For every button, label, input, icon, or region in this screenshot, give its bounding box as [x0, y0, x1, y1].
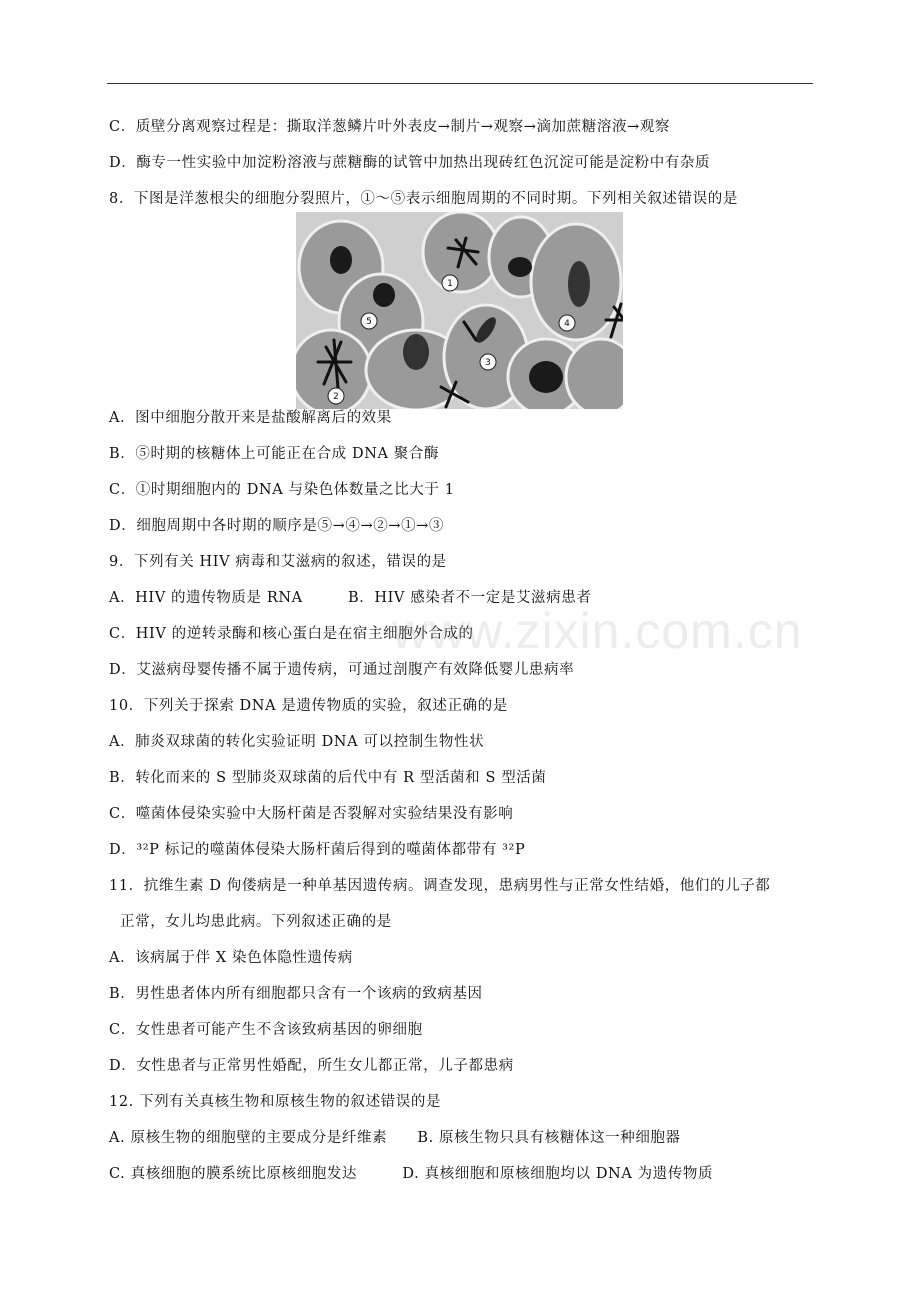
- option-11c: C．女性患者可能产生不含该致病基因的卵细胞: [109, 1022, 423, 1038]
- option-7c: C．质壁分离观察过程是：撕取洋葱鳞片叶外表皮→制片→观察→滴加蔗糖溶液→观察: [109, 119, 670, 135]
- micrograph-svg: [296, 212, 623, 409]
- stage-label-3: 3: [485, 358, 491, 368]
- question-9-stem: 9．下列有关 HIV 病毒和艾滋病的叙述，错误的是: [109, 554, 447, 570]
- option-9c: C．HIV 的逆转录酶和核心蛋白是在宿主细胞外合成的: [109, 626, 474, 642]
- option-8a: A．图中细胞分散开来是盐酸解离后的效果: [109, 410, 392, 426]
- header-rule: [107, 83, 813, 84]
- stage-label-4: 4: [564, 319, 570, 329]
- option-8c: C．①时期细胞内的 DNA 与染色体数量之比大于 1: [109, 482, 455, 498]
- stage-label-1: 1: [447, 279, 453, 289]
- stage-label-5: 5: [366, 317, 372, 327]
- option-8d: D．细胞周期中各时期的顺序是⑤→④→②→①→③: [109, 518, 445, 534]
- option-9ab: A．HIV 的遗传物质是 RNA B．HIV 感染者不一定是艾滋病患者: [109, 590, 592, 606]
- option-12cd: C. 真核细胞的膜系统比原核细胞发达 D. 真核细胞和原核细胞均以 DNA 为遗传物质: [109, 1166, 714, 1182]
- option-11b: B．男性患者体内所有细胞都只含有一个该病的致病基因: [109, 986, 483, 1002]
- option-11a: A．该病属于伴 X 染色体隐性遗传病: [109, 950, 353, 966]
- question-11-stem-cont: 正常，女儿均患此病。下列叙述正确的是: [120, 914, 392, 930]
- option-10d: D．³²P 标记的噬菌体侵染大肠杆菌后得到的噬菌体都带有 ³²P: [109, 842, 526, 858]
- question-8-stem: 8．下图是洋葱根尖的细胞分裂照片，①～⑤表示细胞周期的不同时期。下列相关叙述错误的是: [109, 191, 738, 207]
- option-10c: C．噬菌体侵染实验中大肠杆菌是否裂解对实验结果没有影响: [109, 806, 514, 822]
- option-9d: D．艾滋病母婴传播不属于遗传病，可通过剖腹产有效降低婴儿患病率: [109, 662, 575, 678]
- option-11d: D．女性患者与正常男性婚配，所生女儿都正常，儿子都患病: [109, 1058, 514, 1074]
- question-11-stem: 11．抗维生素 D 佝偻病是一种单基因遗传病。调查发现，患病男性与正常女性结婚，他们的儿子都: [109, 878, 771, 894]
- watermark: www.zixin.com.cn: [392, 603, 803, 659]
- onion-root-tip-micrograph: [296, 212, 623, 409]
- option-8b: B．⑤时期的核糖体上可能正在合成 DNA 聚合酶: [109, 446, 440, 462]
- stage-label-2: 2: [333, 392, 339, 402]
- option-7d: D．酶专一性实验中加淀粉溶液与蔗糖酶的试管中加热出现砖红色沉淀可能是淀粉中有杂质: [109, 155, 711, 171]
- option-10b: B．转化而来的 S 型肺炎双球菌的后代中有 R 型活菌和 S 型活菌: [109, 770, 547, 786]
- question-10-stem: 10．下列关于探索 DNA 是遗传物质的实验，叙述正确的是: [109, 698, 508, 714]
- option-10a: A．肺炎双球菌的转化实验证明 DNA 可以控制生物性状: [109, 734, 485, 750]
- option-12ab: A. 原核生物的细胞壁的主要成分是纤维素 B. 原核生物只具有核糖体这一种细胞器: [109, 1130, 681, 1146]
- question-12-stem: 12. 下列有关真核生物和原核生物的叙述错误的是: [109, 1094, 442, 1110]
